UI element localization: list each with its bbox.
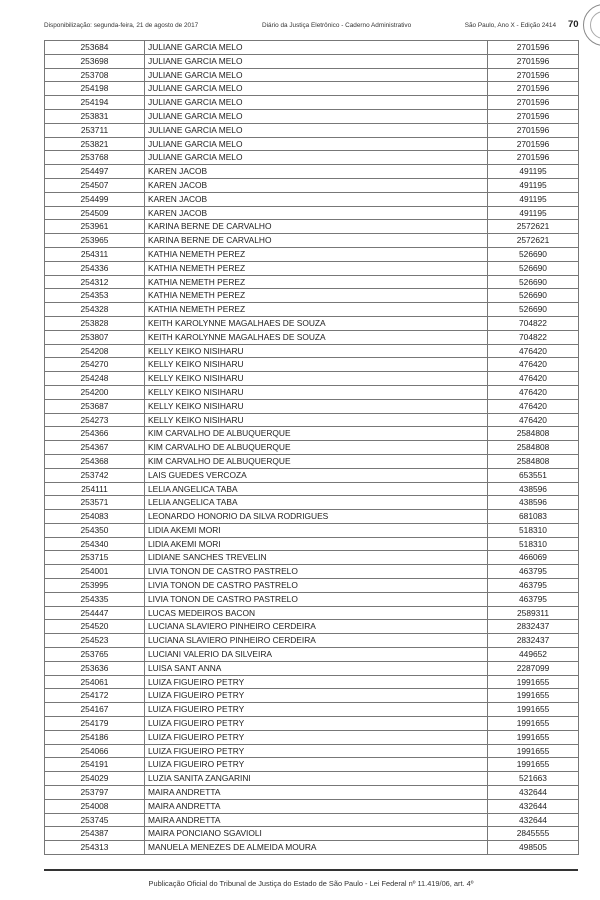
record-id-cell: 254350 xyxy=(45,523,145,537)
record-id-cell: 254387 xyxy=(45,827,145,841)
table-row xyxy=(45,413,579,427)
registration-number-cell: 2572621 xyxy=(488,220,579,234)
table-row xyxy=(45,385,579,399)
record-id-cell: 253687 xyxy=(45,399,145,413)
registration-number-cell: 2832437 xyxy=(488,620,579,634)
record-id-cell: 254200 xyxy=(45,385,145,399)
name-cell: LUIZA FIGUEIRO PETRY xyxy=(145,703,488,717)
record-id-cell: 253828 xyxy=(45,316,145,330)
record-id-cell: 253571 xyxy=(45,496,145,510)
table-row xyxy=(45,330,579,344)
record-id-cell: 254179 xyxy=(45,717,145,731)
name-cell: KELLY KEIKO NISIHARU xyxy=(145,344,488,358)
name-cell: JULIANE GARCIA MELO xyxy=(145,41,488,55)
record-id-cell: 253797 xyxy=(45,786,145,800)
record-id-cell: 254191 xyxy=(45,758,145,772)
table-row xyxy=(45,96,579,110)
record-id-cell: 253807 xyxy=(45,330,145,344)
registration-number-cell: 2701596 xyxy=(488,137,579,151)
registration-number-cell: 491195 xyxy=(488,206,579,220)
record-id-cell: 254313 xyxy=(45,841,145,855)
name-cell: LEONARDO HONORIO DA SILVA RODRIGUES xyxy=(145,510,488,524)
registration-number-cell: 2845555 xyxy=(488,827,579,841)
registration-number-cell: 1991655 xyxy=(488,744,579,758)
registration-number-cell: 526690 xyxy=(488,275,579,289)
registration-number-cell: 2701596 xyxy=(488,109,579,123)
name-cell: KATHIA NEMETH PEREZ xyxy=(145,247,488,261)
record-id-cell: 253684 xyxy=(45,41,145,55)
record-id-cell: 253965 xyxy=(45,234,145,248)
registration-number-cell: 704822 xyxy=(488,316,579,330)
name-cell: LELIA ANGELICA TABA xyxy=(145,496,488,510)
table-row xyxy=(45,730,579,744)
record-id-cell: 254198 xyxy=(45,82,145,96)
record-id-cell: 253831 xyxy=(45,109,145,123)
table-row xyxy=(45,206,579,220)
name-cell: LAIS GUEDES VERCOZA xyxy=(145,468,488,482)
table-row xyxy=(45,165,579,179)
name-cell: KELLY KEIKO NISIHARU xyxy=(145,385,488,399)
journal-title: Diário da Justiça Eletrônico - Caderno Administrativo xyxy=(262,22,412,29)
registration-number-cell: 476420 xyxy=(488,413,579,427)
record-id-cell: 254366 xyxy=(45,427,145,441)
table-row xyxy=(45,661,579,675)
registration-number-cell: 526690 xyxy=(488,261,579,275)
table-row xyxy=(45,786,579,800)
name-cell: JULIANE GARCIA MELO xyxy=(145,82,488,96)
registration-number-cell: 432644 xyxy=(488,786,579,800)
name-cell: LUCIANI VALERIO DA SILVEIRA xyxy=(145,648,488,662)
table-row xyxy=(45,648,579,662)
record-id-cell: 254311 xyxy=(45,247,145,261)
record-id-cell: 254167 xyxy=(45,703,145,717)
table-row xyxy=(45,551,579,565)
table-row xyxy=(45,344,579,358)
registration-number-cell: 2589311 xyxy=(488,606,579,620)
name-cell: JULIANE GARCIA MELO xyxy=(145,137,488,151)
registration-number-cell: 2701596 xyxy=(488,68,579,82)
record-id-cell: 254194 xyxy=(45,96,145,110)
name-cell: LIVIA TONON DE CASTRO PASTRELO xyxy=(145,565,488,579)
registration-number-cell: 2701596 xyxy=(488,54,579,68)
name-cell: MAIRA ANDRETTA xyxy=(145,813,488,827)
table-row xyxy=(45,261,579,275)
name-cell: KEITH KAROLYNNE MAGALHAES DE SOUZA xyxy=(145,330,488,344)
table-row xyxy=(45,675,579,689)
registration-number-cell: 518310 xyxy=(488,523,579,537)
registration-number-cell: 2701596 xyxy=(488,41,579,55)
registration-number-cell: 2701596 xyxy=(488,82,579,96)
table-row xyxy=(45,579,579,593)
record-id-cell: 253765 xyxy=(45,648,145,662)
table-row xyxy=(45,454,579,468)
registration-number-cell: 2832437 xyxy=(488,634,579,648)
registration-number-cell: 1991655 xyxy=(488,675,579,689)
record-id-cell: 254270 xyxy=(45,358,145,372)
table-row xyxy=(45,192,579,206)
registration-number-cell: 2701596 xyxy=(488,151,579,165)
table-row xyxy=(45,137,579,151)
registration-number-cell: 526690 xyxy=(488,289,579,303)
record-id-cell: 254367 xyxy=(45,441,145,455)
registration-number-cell: 438596 xyxy=(488,496,579,510)
record-id-cell: 254029 xyxy=(45,772,145,786)
registration-number-cell: 491195 xyxy=(488,178,579,192)
record-id-cell: 254111 xyxy=(45,482,145,496)
record-id-cell: 254248 xyxy=(45,372,145,386)
registration-number-cell: 526690 xyxy=(488,303,579,317)
registration-number-cell: 2701596 xyxy=(488,96,579,110)
registration-number-cell: 2584808 xyxy=(488,454,579,468)
registration-number-cell: 476420 xyxy=(488,399,579,413)
table-row xyxy=(45,523,579,537)
record-id-cell: 253745 xyxy=(45,813,145,827)
name-cell: KELLY KEIKO NISIHARU xyxy=(145,372,488,386)
registration-number-cell: 1991655 xyxy=(488,730,579,744)
table-row xyxy=(45,717,579,731)
table-row xyxy=(45,799,579,813)
table-row xyxy=(45,703,579,717)
record-id-cell: 254353 xyxy=(45,289,145,303)
name-cell: LUIZA FIGUEIRO PETRY xyxy=(145,675,488,689)
table-row xyxy=(45,468,579,482)
page-header xyxy=(44,19,580,33)
record-id-cell: 254273 xyxy=(45,413,145,427)
record-id-cell: 253768 xyxy=(45,151,145,165)
record-id-cell: 254186 xyxy=(45,730,145,744)
table-row xyxy=(45,372,579,386)
name-cell: LIVIA TONON DE CASTRO PASTRELO xyxy=(145,592,488,606)
table-row xyxy=(45,427,579,441)
name-cell: KAREN JACOB xyxy=(145,165,488,179)
registration-number-cell: 466069 xyxy=(488,551,579,565)
name-cell: KARINA BERNE DE CARVALHO xyxy=(145,220,488,234)
records-table xyxy=(44,40,579,855)
table-row xyxy=(45,41,579,55)
record-id-cell: 253708 xyxy=(45,68,145,82)
name-cell: LUISA SANT ANNA xyxy=(145,661,488,675)
name-cell: LIDIA AKEMI MORI xyxy=(145,523,488,537)
name-cell: KATHIA NEMETH PEREZ xyxy=(145,261,488,275)
registration-number-cell: 2287099 xyxy=(488,661,579,675)
table-row xyxy=(45,399,579,413)
record-id-cell: 254001 xyxy=(45,565,145,579)
record-id-cell: 253821 xyxy=(45,137,145,151)
name-cell: LUIZA FIGUEIRO PETRY xyxy=(145,689,488,703)
name-cell: KAREN JACOB xyxy=(145,192,488,206)
record-id-cell: 254447 xyxy=(45,606,145,620)
table-row xyxy=(45,247,579,261)
name-cell: LUZIA SANITA ZANGARINI xyxy=(145,772,488,786)
record-id-cell: 254509 xyxy=(45,206,145,220)
table-row xyxy=(45,482,579,496)
table-row xyxy=(45,54,579,68)
registration-number-cell: 449652 xyxy=(488,648,579,662)
table-row xyxy=(45,813,579,827)
name-cell: KIM CARVALHO DE ALBUQUERQUE xyxy=(145,441,488,455)
record-id-cell: 254061 xyxy=(45,675,145,689)
table-row xyxy=(45,151,579,165)
table-row xyxy=(45,123,579,137)
registration-number-cell: 498505 xyxy=(488,841,579,855)
name-cell: KEITH KAROLYNNE MAGALHAES DE SOUZA xyxy=(145,316,488,330)
record-id-cell: 254336 xyxy=(45,261,145,275)
record-id-cell: 254208 xyxy=(45,344,145,358)
court-seal-icon xyxy=(583,4,600,46)
footer-publication-note: Publicação Oficial do Tribunal de Justiça do Estado de São Paulo - Lei Federal nº 11.419/06, art. 4º xyxy=(148,879,474,888)
record-id-cell: 254340 xyxy=(45,537,145,551)
name-cell: LUCAS MEDEIROS BACON xyxy=(145,606,488,620)
table-row xyxy=(45,109,579,123)
name-cell: MAIRA PONCIANO SGAVIOLI xyxy=(145,827,488,841)
name-cell: KATHIA NEMETH PEREZ xyxy=(145,275,488,289)
registration-number-cell: 438596 xyxy=(488,482,579,496)
footer-divider xyxy=(44,869,578,871)
record-id-cell: 253636 xyxy=(45,661,145,675)
table-row xyxy=(45,537,579,551)
registration-number-cell: 526690 xyxy=(488,247,579,261)
name-cell: KELLY KEIKO NISIHARU xyxy=(145,399,488,413)
edition-info: São Paulo, Ano X - Edição 2414 xyxy=(464,22,556,29)
name-cell: LUIZA FIGUEIRO PETRY xyxy=(145,758,488,772)
record-id-cell: 254172 xyxy=(45,689,145,703)
name-cell: JULIANE GARCIA MELO xyxy=(145,68,488,82)
name-cell: MANUELA MENEZES DE ALMEIDA MOURA xyxy=(145,841,488,855)
name-cell: LELIA ANGELICA TABA xyxy=(145,482,488,496)
registration-number-cell: 1991655 xyxy=(488,758,579,772)
registration-number-cell: 2701596 xyxy=(488,123,579,137)
registration-number-cell: 491195 xyxy=(488,165,579,179)
record-id-cell: 254499 xyxy=(45,192,145,206)
table-row xyxy=(45,220,579,234)
name-cell: KARINA BERNE DE CARVALHO xyxy=(145,234,488,248)
table-row xyxy=(45,565,579,579)
registration-number-cell: 653551 xyxy=(488,468,579,482)
registration-number-cell: 476420 xyxy=(488,372,579,386)
record-id-cell: 253742 xyxy=(45,468,145,482)
name-cell: LUCIANA SLAVIERO PINHEIRO CERDEIRA xyxy=(145,620,488,634)
registration-number-cell: 2572621 xyxy=(488,234,579,248)
record-id-cell: 253715 xyxy=(45,551,145,565)
registration-number-cell: 463795 xyxy=(488,592,579,606)
table-row xyxy=(45,510,579,524)
name-cell: LIDIA AKEMI MORI xyxy=(145,537,488,551)
name-cell: LUIZA FIGUEIRO PETRY xyxy=(145,717,488,731)
record-id-cell: 254008 xyxy=(45,799,145,813)
table-row xyxy=(45,303,579,317)
registration-number-cell: 476420 xyxy=(488,344,579,358)
table-row xyxy=(45,592,579,606)
table-row xyxy=(45,772,579,786)
table-row xyxy=(45,634,579,648)
registration-number-cell: 704822 xyxy=(488,330,579,344)
records-table-body xyxy=(45,41,579,855)
name-cell: KATHIA NEMETH PEREZ xyxy=(145,303,488,317)
name-cell: MAIRA ANDRETTA xyxy=(145,799,488,813)
table-row xyxy=(45,358,579,372)
availability-date: Disponibilização: segunda-feira, 21 de agosto de 2017 xyxy=(44,22,199,29)
registration-number-cell: 2584808 xyxy=(488,441,579,455)
table-row xyxy=(45,744,579,758)
table-row xyxy=(45,441,579,455)
registration-number-cell: 518310 xyxy=(488,537,579,551)
name-cell: LUIZA FIGUEIRO PETRY xyxy=(145,744,488,758)
record-id-cell: 254066 xyxy=(45,744,145,758)
name-cell: KATHIA NEMETH PEREZ xyxy=(145,289,488,303)
name-cell: KIM CARVALHO DE ALBUQUERQUE xyxy=(145,427,488,441)
name-cell: KELLY KEIKO NISIHARU xyxy=(145,358,488,372)
page-number: 70 xyxy=(568,19,579,30)
table-row xyxy=(45,758,579,772)
name-cell: JULIANE GARCIA MELO xyxy=(145,54,488,68)
record-id-cell: 254083 xyxy=(45,510,145,524)
registration-number-cell: 1991655 xyxy=(488,689,579,703)
name-cell: LIDIANE SANCHES TREVELIN xyxy=(145,551,488,565)
registration-number-cell: 491195 xyxy=(488,192,579,206)
table-row xyxy=(45,841,579,855)
table-row xyxy=(45,689,579,703)
name-cell: JULIANE GARCIA MELO xyxy=(145,109,488,123)
table-row xyxy=(45,68,579,82)
registration-number-cell: 432644 xyxy=(488,799,579,813)
record-id-cell: 253698 xyxy=(45,54,145,68)
registration-number-cell: 521663 xyxy=(488,772,579,786)
record-id-cell: 254507 xyxy=(45,178,145,192)
name-cell: LUCIANA SLAVIERO PINHEIRO CERDEIRA xyxy=(145,634,488,648)
record-id-cell: 254335 xyxy=(45,592,145,606)
table-row xyxy=(45,289,579,303)
name-cell: KIM CARVALHO DE ALBUQUERQUE xyxy=(145,454,488,468)
name-cell: MAIRA ANDRETTA xyxy=(145,786,488,800)
table-row xyxy=(45,234,579,248)
table-row xyxy=(45,178,579,192)
record-id-cell: 254520 xyxy=(45,620,145,634)
name-cell: KAREN JACOB xyxy=(145,178,488,192)
table-row xyxy=(45,496,579,510)
name-cell: LIVIA TONON DE CASTRO PASTRELO xyxy=(145,579,488,593)
table-row xyxy=(45,827,579,841)
registration-number-cell: 1991655 xyxy=(488,703,579,717)
record-id-cell: 253711 xyxy=(45,123,145,137)
registration-number-cell: 476420 xyxy=(488,385,579,399)
table-row xyxy=(45,275,579,289)
record-id-cell: 254312 xyxy=(45,275,145,289)
registration-number-cell: 463795 xyxy=(488,579,579,593)
name-cell: JULIANE GARCIA MELO xyxy=(145,151,488,165)
record-id-cell: 253995 xyxy=(45,579,145,593)
name-cell: LUIZA FIGUEIRO PETRY xyxy=(145,730,488,744)
record-id-cell: 254497 xyxy=(45,165,145,179)
record-id-cell: 253961 xyxy=(45,220,145,234)
name-cell: JULIANE GARCIA MELO xyxy=(145,123,488,137)
table-row xyxy=(45,316,579,330)
registration-number-cell: 463795 xyxy=(488,565,579,579)
registration-number-cell: 1991655 xyxy=(488,717,579,731)
registration-number-cell: 681083 xyxy=(488,510,579,524)
table-row xyxy=(45,606,579,620)
name-cell: KAREN JACOB xyxy=(145,206,488,220)
name-cell: KELLY KEIKO NISIHARU xyxy=(145,413,488,427)
registration-number-cell: 2584808 xyxy=(488,427,579,441)
registration-number-cell: 476420 xyxy=(488,358,579,372)
table-row xyxy=(45,82,579,96)
table-row xyxy=(45,620,579,634)
name-cell: JULIANE GARCIA MELO xyxy=(145,96,488,110)
record-id-cell: 254368 xyxy=(45,454,145,468)
record-id-cell: 254328 xyxy=(45,303,145,317)
registration-number-cell: 432644 xyxy=(488,813,579,827)
record-id-cell: 254523 xyxy=(45,634,145,648)
